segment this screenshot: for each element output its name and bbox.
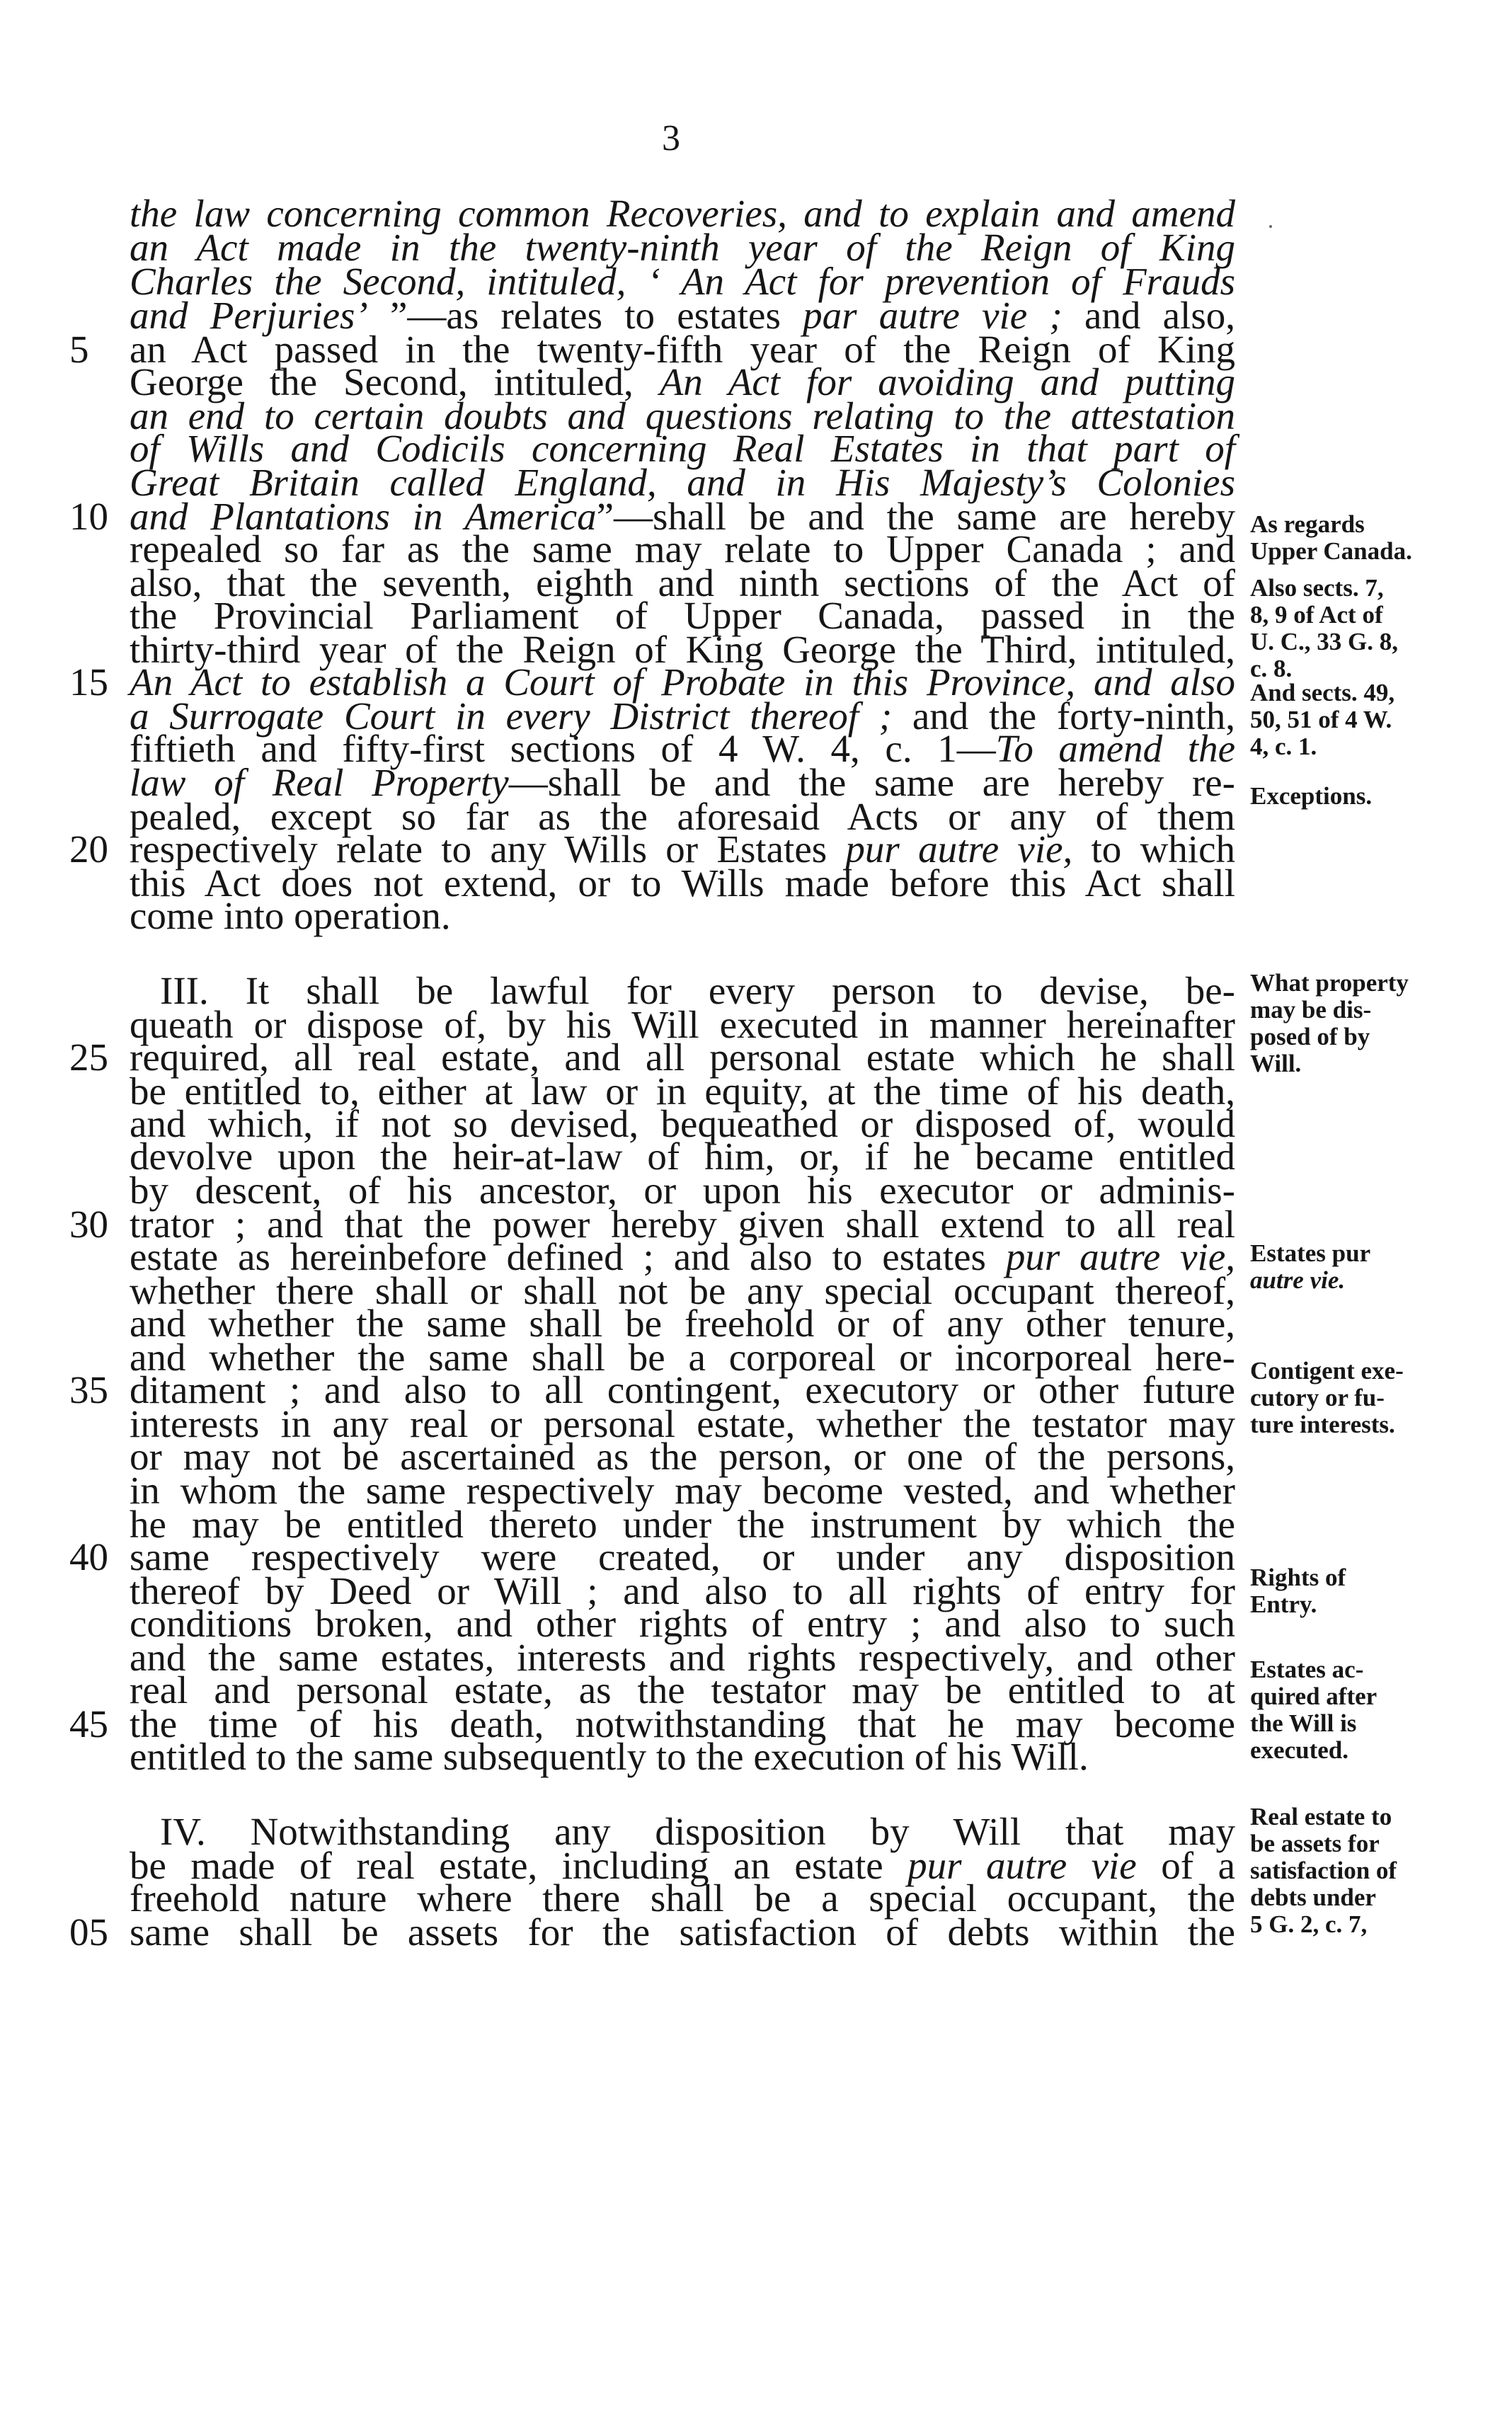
- line-number: 20: [69, 827, 108, 871]
- text-segment: a Surrogate Court in every District thereof ;: [130, 694, 893, 738]
- text-segment: interests in any real or personal estate, whether the testator may: [130, 1402, 1235, 1445]
- margin-note-line: posed of by: [1250, 1023, 1370, 1050]
- text-segment: and whether the same shall be a corporeal or incorporeal here-: [130, 1336, 1235, 1379]
- margin-note-estates-acquired: [1250, 1656, 1455, 1764]
- margin-note-line: Entry.: [1250, 1590, 1317, 1618]
- margin-note-line: Real estate to: [1250, 1803, 1392, 1830]
- line-number: 30: [69, 1203, 108, 1246]
- margin-note-line: U. C., 33 G. 8,: [1250, 628, 1399, 655]
- text-segment: respectively relate to any Wills or Estates: [130, 827, 846, 871]
- text-segment: to which: [1072, 827, 1235, 871]
- margin-note-line: 5 G. 2, c. 7,: [1250, 1910, 1368, 1938]
- margin-note-line: debts under: [1250, 1884, 1376, 1911]
- margin-note-line: Estates ac-: [1250, 1656, 1364, 1683]
- text-segment: whether there shall or shall not be any special occupant thereof,: [130, 1269, 1235, 1312]
- margin-note-line: cutory or fu-: [1250, 1384, 1385, 1411]
- margin-note-line: 50, 51 of 4 W.: [1250, 706, 1392, 733]
- margin-note-line: Upper Canada.: [1250, 537, 1412, 565]
- text-segment: also, that the seventh, eighth and ninth sections of the Act of: [130, 561, 1235, 604]
- margin-note-what-property: [1250, 970, 1455, 1077]
- line-number: 5: [69, 328, 89, 371]
- text-segment: ”—as relates to estates: [367, 294, 803, 337]
- text-segment: real and personal estate, as the testator may be entitled to at: [130, 1668, 1235, 1712]
- text-segment: freehold nature where there shall be a special occupant, the: [130, 1876, 1235, 1920]
- margin-note-line: executed.: [1250, 1736, 1348, 1764]
- margin-note-line: Will.: [1250, 1050, 1302, 1077]
- line-number: 10: [69, 495, 108, 538]
- margin-note-rights-of-entry: [1250, 1564, 1455, 1618]
- line-number: 05: [69, 1910, 108, 1954]
- text-segment: an Act passed in the twenty-fifth year of the Reign of King: [130, 328, 1235, 371]
- text-segment: and Plantations in America: [130, 495, 597, 538]
- margin-note-and-sects: [1250, 680, 1455, 760]
- text-segment: trator ; and that the power hereby given shall extend to all real: [130, 1203, 1235, 1246]
- text-segment: and the same estates, interests and rights respectively, and other: [130, 1636, 1235, 1679]
- line-number: 25: [69, 1036, 108, 1079]
- margin-note-line: be assets for: [1250, 1830, 1380, 1857]
- margin-note-line: 8, 9 of Act of: [1250, 601, 1383, 629]
- text-segment: come into operation.: [130, 894, 451, 937]
- text-segment: same respectively were created, or under any disposition: [130, 1535, 1235, 1578]
- text-segment: pur autre vie: [907, 1844, 1137, 1887]
- text-segment: —shall be and the same are hereby re-: [508, 761, 1235, 804]
- text-segment: Charles the Second, intituled, ‘ An Act for prevention of Frauds: [130, 260, 1235, 303]
- text-line: [130, 1911, 1235, 1954]
- text-segment: and also,: [1062, 294, 1235, 337]
- text-segment: conditions broken, and other rights of entry ; and also to such: [130, 1602, 1235, 1645]
- margin-note-line: And sects. 49,: [1250, 679, 1395, 706]
- margin-note-line: What property: [1250, 969, 1409, 997]
- margin-note-line: may be dis-: [1250, 996, 1372, 1024]
- text-segment: the time of his death, notwithstanding that he may become: [130, 1702, 1235, 1745]
- line-number: 15: [69, 660, 108, 704]
- text-segment: queath or dispose of, by his Will executed in manner hereinafter: [130, 1003, 1235, 1046]
- text-segment: pur autre vie,: [845, 827, 1073, 871]
- text-segment: in whom the same respectively may become vested, and whether: [130, 1469, 1235, 1512]
- margin-note-real-estate-assets: [1250, 1804, 1455, 1938]
- line-number: 35: [69, 1368, 108, 1411]
- text-segment: an Act made in the twenty-ninth year of the Reign of King: [130, 226, 1235, 269]
- margin-note-as-regards: [1250, 511, 1455, 565]
- text-segment: An Act to establish a Court of Probate in this Province, and also: [130, 660, 1235, 704]
- speck-mark: [1269, 225, 1272, 228]
- text-segment: IV. Notwithstanding any disposition by Will that may: [160, 1810, 1235, 1853]
- text-segment: estate as hereinbefore defined ; and also to estates: [130, 1235, 1006, 1278]
- text-segment: III. It shall be lawful for every person to devise, be-: [160, 969, 1235, 1012]
- page-number: 3: [662, 118, 680, 159]
- text-segment: be entitled to, either at law or in equity, at the time of his death,: [130, 1070, 1235, 1113]
- text-segment: by descent, of his ancestor, or upon his executor or adminis-: [130, 1169, 1235, 1212]
- margin-note-contigent: [1250, 1358, 1455, 1438]
- text-line: [130, 895, 1235, 937]
- line-number: 45: [69, 1702, 108, 1745]
- margin-note-estates-pur: [1250, 1240, 1455, 1294]
- text-segment: of a: [1136, 1844, 1235, 1887]
- text-segment: par autre vie ;: [803, 294, 1063, 337]
- text-segment: ditament ; and also to all contingent, executory or other future: [130, 1368, 1235, 1411]
- text-segment: devolve upon the heir-at-law of him, or, if he became entitled: [130, 1135, 1235, 1178]
- margin-note-line: Contigent exe-: [1250, 1357, 1404, 1385]
- text-segment: this Act does not extend, or to Wills made before this Act shall: [130, 861, 1235, 905]
- text-segment: entitled to the same subsequently to the execution of his Will.: [130, 1735, 1089, 1778]
- text-segment: or may not be ascertained as the person, or one of the persons,: [130, 1435, 1235, 1478]
- text-segment: George the Second, intituled,: [130, 360, 660, 403]
- text-segment: and Perjuries’: [130, 294, 368, 337]
- text-segment: thereof by Deed or Will ; and also to all rights of entry for: [130, 1569, 1235, 1612]
- margin-note-line: quired after: [1250, 1682, 1378, 1710]
- text-segment: and whether the same shall be freehold or of any other tenure,: [130, 1302, 1235, 1345]
- text-segment: law of Real Property: [130, 761, 509, 804]
- margin-note-line: Also sects. 7,: [1250, 574, 1384, 602]
- margin-note-line: Estates pur: [1250, 1239, 1371, 1267]
- margin-note-line: 4, c. 1.: [1250, 733, 1317, 760]
- text-segment: an end to certain doubts and questions relating to the attestation: [130, 394, 1235, 437]
- text-segment: thirty-third year of the Reign of King George the Third, intituled,: [130, 628, 1235, 671]
- text-segment: To amend the: [995, 727, 1235, 770]
- text-segment: be made of real estate, including an estate: [130, 1844, 908, 1887]
- text-segment: of Wills and Codicils concerning Real Estates in that part of: [130, 427, 1235, 470]
- text-segment: pealed, except so far as the aforesaid Acts or any of them: [130, 795, 1235, 838]
- text-segment: ”—shall be and the same are hereby: [596, 495, 1235, 538]
- text-segment: same shall be assets for the satisfaction of debts within the: [130, 1910, 1235, 1954]
- margin-note-line: the Will is: [1250, 1709, 1357, 1737]
- line-number: 40: [69, 1535, 108, 1578]
- margin-note-line: Exceptions.: [1250, 782, 1373, 810]
- margin-note-exceptions: [1250, 783, 1455, 810]
- text-segment: pur autre vie,: [1005, 1235, 1235, 1278]
- text-segment: Great Britain called England, and in His Majesty’s Colonies: [130, 461, 1235, 504]
- text-segment: the law concerning common Recoveries, and to explain and amend: [130, 192, 1235, 235]
- margin-note-line: satisfaction of: [1250, 1857, 1397, 1884]
- margin-note-line: As regards: [1250, 510, 1365, 538]
- text-segment: he may be entitled thereto under the instrument by which the: [130, 1503, 1235, 1546]
- margin-note-line: ture interests.: [1250, 1411, 1395, 1438]
- text-segment: and which, if not so devised, bequeathed or disposed of, would: [130, 1102, 1235, 1145]
- margin-note-line: Rights of: [1250, 1564, 1346, 1591]
- margin-note-line: autre vie.: [1250, 1266, 1346, 1294]
- text-segment: repealed so far as the same may relate to Upper Canada ; and: [130, 527, 1235, 571]
- text-segment: An Act for avoiding and putting: [659, 360, 1235, 403]
- text-line: [130, 1736, 1235, 1778]
- margin-note-line: c. 8.: [1250, 655, 1293, 682]
- text-segment: fiftieth and fifty-first sections of 4 W. 4, c. 1—: [130, 727, 996, 770]
- text-segment: the Provincial Parliament of Upper Canada, passed in the: [130, 594, 1235, 637]
- text-segment: required, all real estate, and all personal estate which he shall: [130, 1036, 1235, 1079]
- margin-note-also-sects: [1250, 575, 1455, 682]
- text-segment: and the forty-ninth,: [892, 694, 1235, 738]
